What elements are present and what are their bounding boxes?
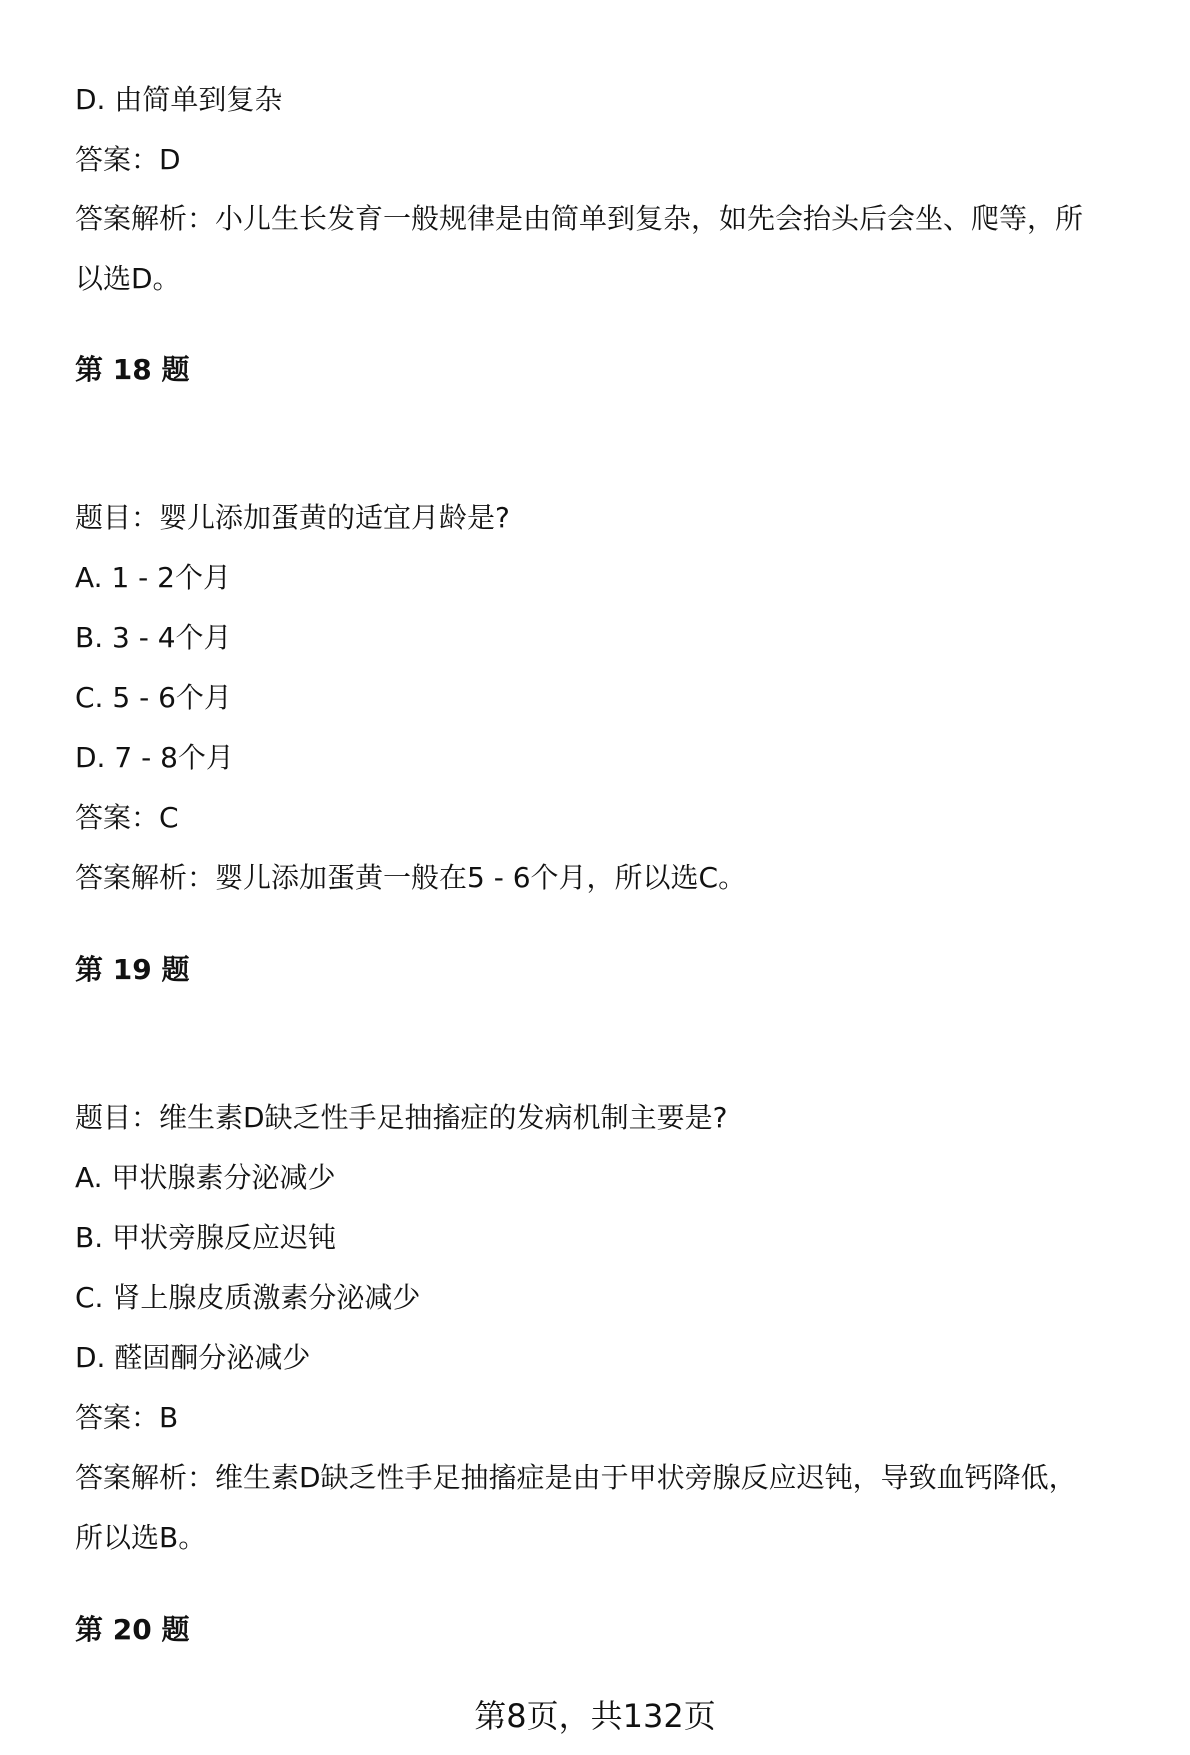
q17-answer: 答案：D — [75, 143, 181, 176]
q19-option-a: A. 甲状腺素分泌减少 — [75, 1161, 336, 1194]
q19-option-d: D. 醛固酮分泌减少 — [75, 1341, 311, 1374]
q19-option-b: B. 甲状旁腺反应迟钝 — [75, 1221, 337, 1254]
q17-option-d: D. 由简单到复杂 — [75, 83, 283, 116]
q17-explanation-line2: 以选D。 — [75, 262, 181, 295]
q20-heading: 第 20 题 — [75, 1613, 190, 1646]
q18-option-d: D. 7 - 8个月 — [75, 741, 234, 774]
q18-heading: 第 18 题 — [75, 353, 190, 386]
q18-option-c: C. 5 - 6个月 — [75, 681, 232, 714]
q19-option-c: C. 肾上腺皮质激素分泌减少 — [75, 1281, 421, 1314]
q18-option-a: A. 1 - 2个月 — [75, 561, 231, 594]
q19-explanation-line2: 所以选B。 — [75, 1521, 207, 1554]
q19-heading: 第 19 题 — [75, 953, 190, 986]
page-number-footer: 第8页，共132页 — [474, 1697, 716, 1735]
q18-stem: 题目：婴儿添加蛋黄的适宜月龄是? — [75, 501, 510, 534]
q18-explanation: 答案解析：婴儿添加蛋黄一般在5 - 6个月，所以选C。 — [75, 861, 747, 894]
q19-answer: 答案：B — [75, 1401, 179, 1434]
q18-option-b: B. 3 - 4个月 — [75, 621, 232, 654]
q18-answer: 答案：C — [75, 801, 179, 834]
q19-explanation-line1: 答案解析：维生素D缺乏性手足抽搐症是由于甲状旁腺反应迟钝，导致血钙降低， — [75, 1461, 1077, 1494]
q17-explanation-line1: 答案解析：小儿生长发育一般规律是由简单到复杂，如先会抬头后会坐、爬等，所 — [75, 202, 1084, 235]
q19-stem: 题目：维生素D缺乏性手足抽搐症的发病机制主要是? — [75, 1101, 728, 1134]
